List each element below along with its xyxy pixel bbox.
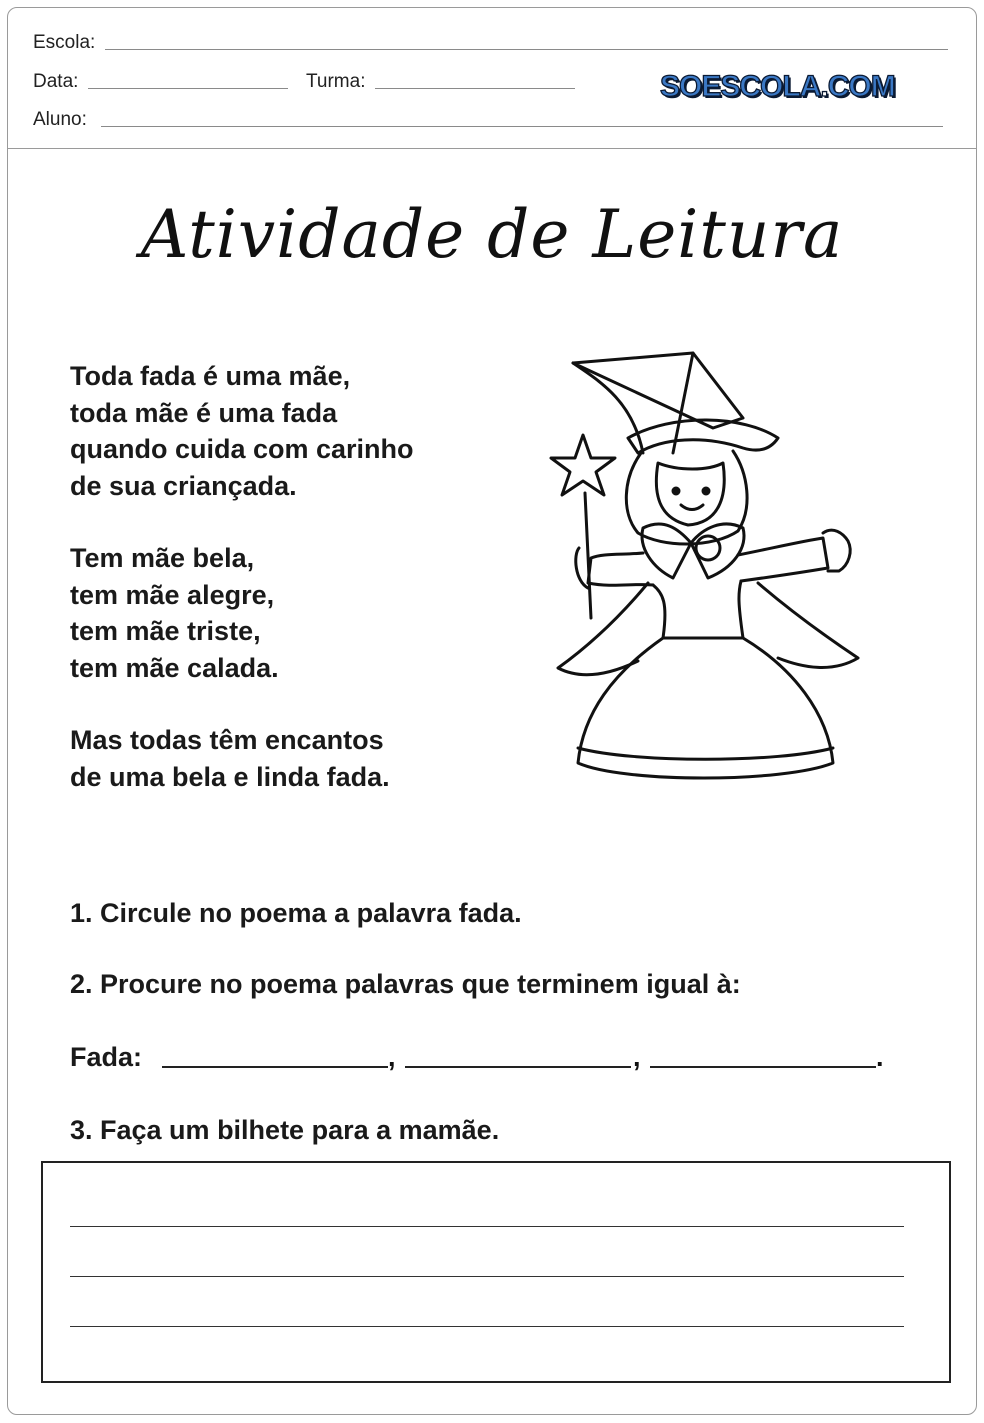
answer-blank-3[interactable] (650, 1066, 876, 1068)
site-logo: SOESCOLA.COM (660, 70, 895, 103)
question-3: 3. Faça um bilhete para a mamãe. (70, 1115, 500, 1145)
poem-line: Toda fada é uma mãe, (70, 361, 351, 391)
student-field[interactable] (101, 126, 943, 127)
student-label: Aluno: (33, 109, 87, 130)
answer-blank-1[interactable] (162, 1066, 388, 1068)
poem-line: Mas todas têm encantos (70, 725, 384, 755)
fada-label: Fada: (70, 1042, 143, 1072)
question-1: 1. Circule no poema a palavra fada. (70, 898, 522, 928)
fairy-illustration (543, 343, 873, 793)
writing-line[interactable] (70, 1276, 904, 1277)
worksheet (7, 7, 977, 1415)
comma: , (388, 1042, 396, 1072)
writing-line[interactable] (70, 1326, 904, 1327)
date-label: Data: (33, 71, 79, 92)
class-label: Turma: (306, 71, 366, 92)
poem-line: de sua criançada. (70, 470, 297, 501)
poem-line: tem mãe alegre, (70, 579, 275, 610)
poem-stanza (70, 358, 530, 504)
header (8, 8, 976, 149)
poem (70, 358, 530, 831)
date-field[interactable] (88, 88, 288, 89)
poem-line: tem mãe calada. (70, 652, 279, 683)
answer-blank-2[interactable] (405, 1066, 631, 1068)
writing-line[interactable] (70, 1226, 904, 1227)
poem-line: toda mãe é uma fada (70, 397, 338, 428)
note-writing-box[interactable] (41, 1161, 951, 1383)
school-field[interactable] (105, 49, 948, 50)
poem-line: Tem mãe bela, (70, 543, 255, 573)
poem-stanza (70, 722, 530, 795)
class-field[interactable] (375, 88, 575, 89)
poem-line: de uma bela e linda fada. (70, 761, 390, 792)
school-label: Escola: (33, 32, 96, 53)
poem-stanza (70, 540, 530, 686)
poem-line: tem mãe triste, (70, 616, 261, 646)
poem-line: quando cuida com carinho (70, 434, 414, 464)
period: . (876, 1042, 884, 1072)
page-title: Atividade de Leitura (140, 196, 844, 273)
comma: , (633, 1042, 641, 1072)
question-2: 2. Procure no poema palavras que terminem igual à: (70, 969, 741, 999)
